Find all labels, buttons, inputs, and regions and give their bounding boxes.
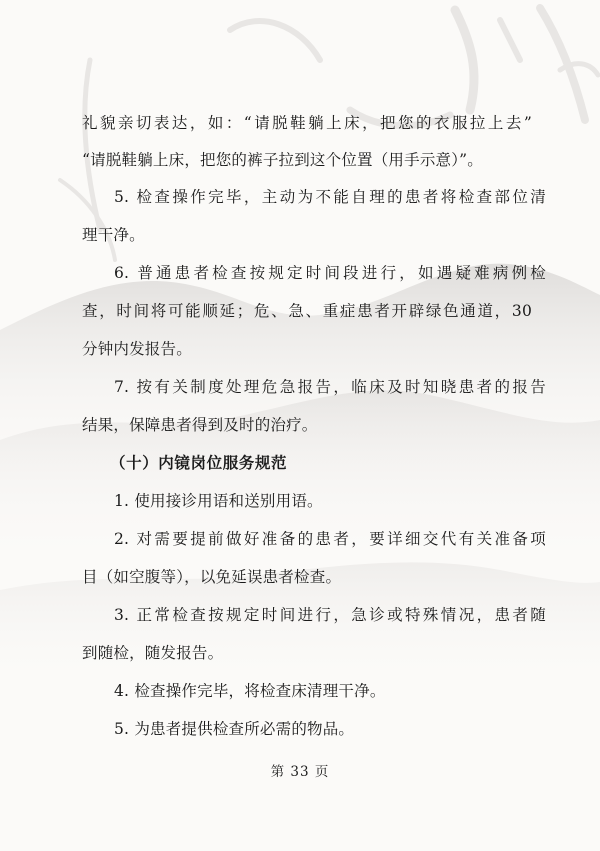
paragraph-line: 4. 检查操作完毕，将检查床清理干净。 bbox=[114, 682, 386, 700]
paragraph-line: 礼貌亲切表达，如：“请脱鞋躺上床，把您的衣服拉上去” bbox=[82, 114, 532, 132]
paragraph-line: 5. 检查操作完毕，主动为不能自理的患者将检查部位清 bbox=[114, 188, 546, 206]
paragraph-line: 3. 正常检查按规定时间进行，急诊或特殊情况，患者随 bbox=[114, 606, 546, 624]
paragraph-line: 查，时间将可能顺延；危、急、重症患者开辟绿色通道，30 bbox=[82, 302, 532, 320]
paragraph-line: 1. 使用接诊用语和送别用语。 bbox=[114, 492, 323, 510]
paragraph-line: 结果，保障患者得到及时的治疗。 bbox=[82, 416, 318, 434]
paragraph-line: 6. 普通患者检查按规定时间段进行，如遇疑难病例检 bbox=[114, 264, 546, 282]
paragraph-line: “请脱鞋躺上床，把您的裤子拉到这个位置（用手示意）”。 bbox=[82, 151, 483, 169]
paragraph-line: 分钟内发报告。 bbox=[82, 340, 192, 358]
paragraph-line: 理干净。 bbox=[82, 226, 145, 244]
paragraph-line: 7. 按有关制度处理危急报告，临床及时知晓患者的报告 bbox=[114, 378, 546, 396]
paragraph-line: 目（如空腹等），以免延误患者检查。 bbox=[82, 568, 342, 586]
section-heading: （十）内镜岗位服务规范 bbox=[110, 453, 288, 472]
paragraph-line: 5. 为患者提供检查所必需的物品。 bbox=[114, 720, 355, 738]
paragraph-line: 2. 对需要提前做好准备的患者，要详细交代有关准备项 bbox=[114, 530, 546, 548]
paragraph-line: 到随检，随发报告。 bbox=[82, 644, 224, 662]
page-number: 第 33 页 bbox=[270, 764, 330, 780]
